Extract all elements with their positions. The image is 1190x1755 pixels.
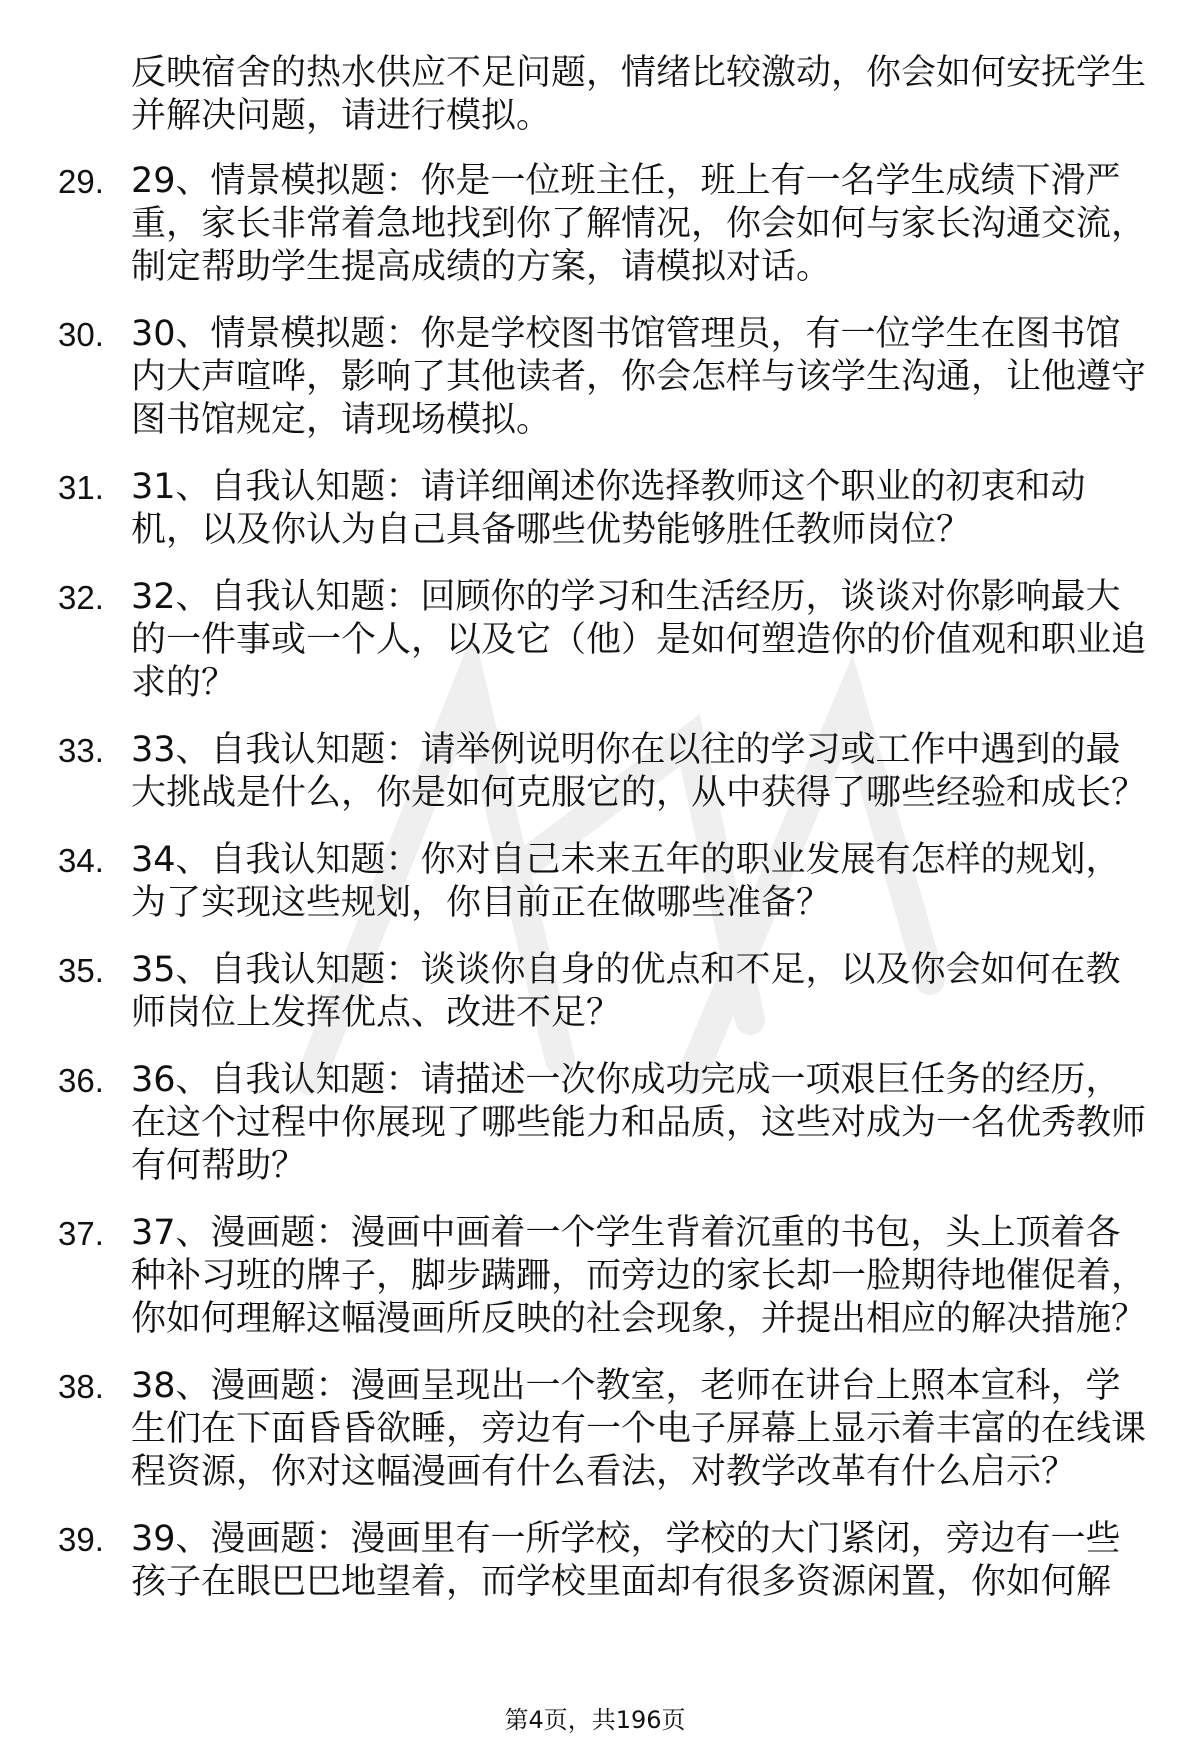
question-text: 33、自我认知题：请举例说明你在以往的学习或工作中遇到的最大挑战是什么，你是如何克服它的，从中获得了哪些经验和成长？ (131, 730, 1147, 813)
list-item (0, 160, 1151, 289)
question-number: 37. (58, 1215, 104, 1252)
question-number: 38. (58, 1368, 104, 1405)
question-text: 29、情景模拟题：你是一位班主任，班上有一名学生成绩下滑严重，家长非常着急地找到你了解情况，你会如何与家长沟通交流，制定帮助学生提高成绩的方案，请模拟对话。 (131, 161, 1147, 287)
question-number: 33. (58, 732, 104, 769)
continuation-paragraph: 反映宿舍的热水供应不足问题，情绪比较激动，你会如何安抚学生并解决问题，请进行模拟。 (131, 53, 1147, 136)
list-item (0, 1212, 1151, 1341)
list-item (0, 949, 1151, 1035)
question-number: 34. (58, 842, 104, 879)
question-text: 32、自我认知题：回顾你的学习和生活经历，谈谈对你影响最大的一件事或一个人，以及它（他）是如何塑造你的价值观和职业追求的？ (131, 577, 1147, 703)
question-number: 35. (58, 952, 104, 989)
question-text: 36、自我认知题：请描述一次你成功完成一项艰巨任务的经历，在这个过程中你展现了哪些能力和品质，这些对成为一名优秀教师有何帮助？ (131, 1060, 1147, 1186)
page-footer: 第4页，共196页 (504, 1706, 686, 1734)
question-number: 29. (58, 163, 104, 200)
list-item (0, 729, 1151, 815)
question-text: 35、自我认知题：谈谈你自身的优点和不足，以及你会如何在教师岗位上发挥优点、改进不足？ (131, 950, 1121, 1033)
list-item (0, 1365, 1151, 1494)
question-number: 31. (58, 469, 104, 506)
question-number: 32. (58, 579, 104, 616)
list-item (0, 1518, 1151, 1604)
question-number: 30. (58, 316, 104, 353)
question-number: 39. (58, 1521, 104, 1558)
list-item (0, 576, 1151, 705)
question-text: 38、漫画题：漫画呈现出一个教室，老师在讲台上照本宣科，学生们在下面昏昏欲睡，旁边有一个电子屏幕上显示着丰富的在线课程资源，你对这幅漫画有什么看法，对教学改革有什么启示？ (131, 1366, 1147, 1492)
question-text: 37、漫画题：漫画中画着一个学生背着沉重的书包，头上顶着各种补习班的牌子，脚步蹒跚，而旁边的家长却一脸期待地催促着，你如何理解这幅漫画所反映的社会现象，并提出相应的解决措施？ (131, 1213, 1147, 1339)
list-item (0, 313, 1151, 442)
question-text: 30、情景模拟题：你是学校图书馆管理员，有一位学生在图书馆内大声喧哗，影响了其他读者，你会怎样与该学生沟通，让他遵守图书馆规定，请现场模拟。 (131, 314, 1147, 440)
question-text: 34、自我认知题：你对自己未来五年的职业发展有怎样的规划，为了实现这些规划，你目前正在做哪些准备？ (131, 840, 1121, 923)
question-text: 39、漫画题：漫画里有一所学校，学校的大门紧闭，旁边有一些孩子在眼巴巴地望着，而学校里面却有很多资源闲置，你如何解 (131, 1519, 1121, 1602)
list-item (0, 1059, 1151, 1188)
list-item (0, 466, 1151, 552)
list-item (0, 839, 1151, 925)
question-text: 31、自我认知题：请详细阐述你选择教师这个职业的初衷和动机，以及你认为自己具备哪些优势能够胜任教师岗位？ (131, 467, 1086, 550)
question-list (0, 160, 1190, 1628)
question-number: 36. (58, 1062, 104, 1099)
